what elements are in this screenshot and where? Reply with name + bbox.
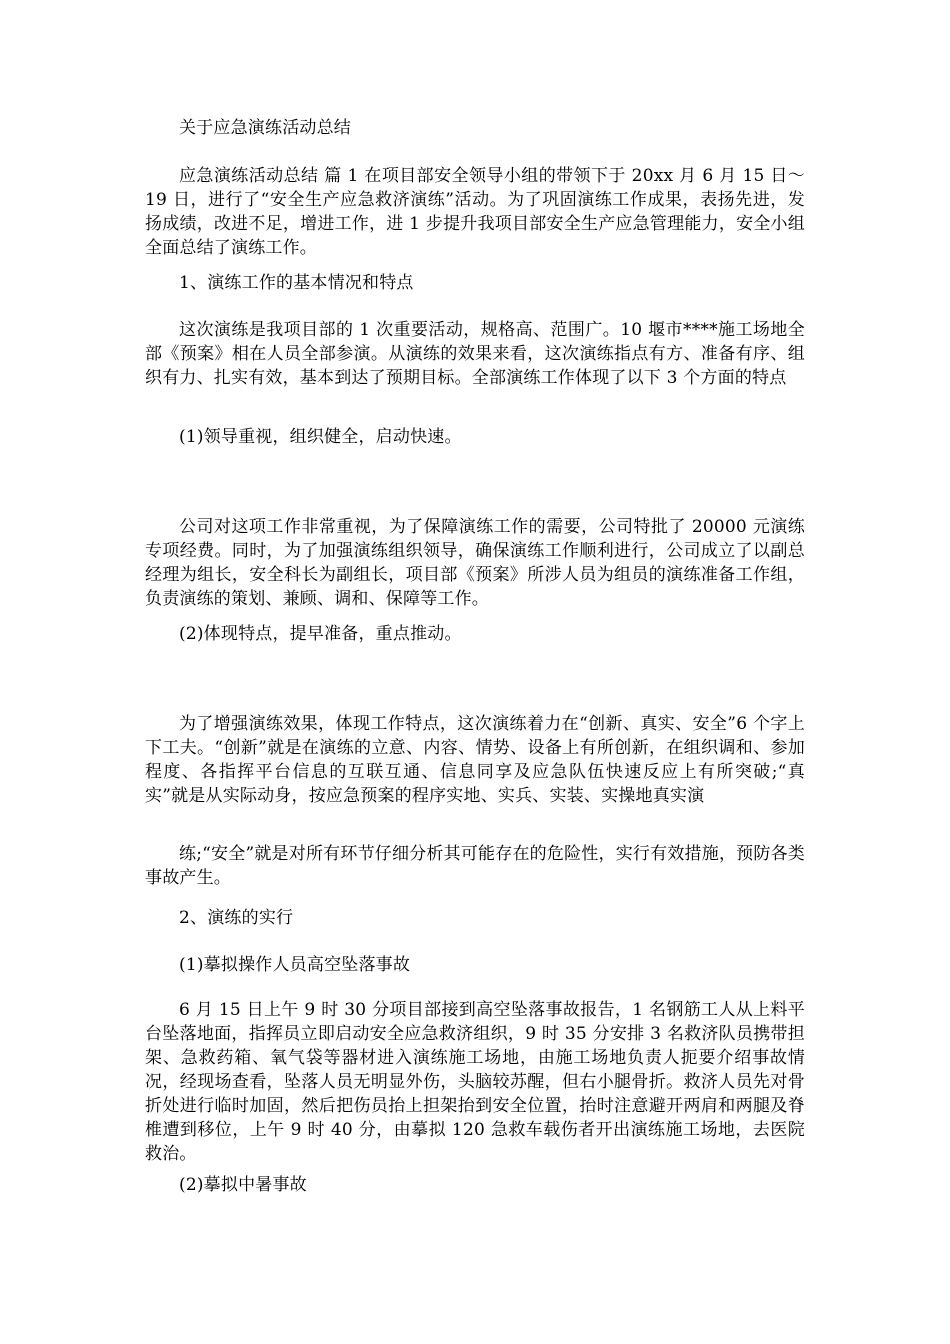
document-title: 关于应急演练活动总结 [179, 118, 351, 138]
paragraph-safety: 练;“安全”就是对所有环节仔细分析其可能存在的危险性，实行有效措施，预防各类事故产生。 [145, 844, 805, 888]
paragraph-fall-accident: 6 月 15 日上午 9 时 30 分项目部接到高空坠落事故报告，1 名钢筋工人从上料平台坠落地面，指挥员立即启动安全应急救济组织，9 时 35 分安排 3 名救济队员携带担架、急救药箱、氧气袋等器材进入演练施工场地，由施工场地负责人扼要介绍事故情况，经现场查看，坠落人员无明显外伤，头脑较苏醒，但右小腿骨折。救济人员先对骨折处进行临时加固，然后把伤员抬上担架抬到安全位置，抬时注意避开两肩和两腿及脊椎遭到移位，上午 9 时 40 分，由摹拟 120 急救车载伤者开出演练施工场地，去医院救治。 [145, 1000, 805, 1164]
section-heading-2: 2、演练的实行 [179, 908, 294, 928]
subheading-1: (1)领导重视，组织健全，启动快速。 [179, 427, 462, 447]
paragraph-intro: 应急演练活动总结 篇 1 在项目部安全领导小组的带领下于 20xx 月 6 月 15 日～19 日，进行了“安全生产应急救济演练”活动。为了巩固演练工作成果，表扬先进，发扬成绩，改进不足，增进工作，进 1 步提升我项目部安全生产应急管理能力，安全小组全面总结了演练工作。 [145, 166, 805, 258]
subheading-2: (2)体现特点，提早准备，重点推动。 [179, 624, 462, 644]
paragraph-overview: 这次演练是我项目部的 1 次重要活动，规格高、范围广。10 堰市****施工场地全部《预案》相在人员全部参演。从演练的效果来看，这次演练指点有方、准备有序、组织有力、扎实有效，基本到达了预期目标。全部演练工作体现了以下 3 个方面的特点 [145, 320, 805, 388]
section-heading-1: 1、演练工作的基本情况和特点 [179, 273, 414, 293]
subheading-fall-accident: (1)摹拟操作人员高空坠落事故 [179, 955, 411, 975]
paragraph-features: 为了增强演练效果，体现工作特点，这次演练着力在“创新、真实、安全”6 个字上下工夫。“创新”就是在演练的立意、内容、情势、设备上有所创新，在组织调和、参加程度、各指挥平台信息的互联互通、信息同享及应急队伍快速反应上有所突破;“真实”就是从实际动身，按应急预案的程序实地、实兵、实装、实操地真实演 [145, 714, 805, 806]
subheading-heatstroke: (2)摹拟中暑事故 [179, 1175, 307, 1195]
paragraph-leadership: 公司对这项工作非常重视，为了保障演练工作的需要，公司特批了 20000 元演练专项经费。同时，为了加强演练组织领导，确保演练工作顺利进行，公司成立了以副总经理为组长，安全科长为副组长，项目部《预案》所涉人员为组员的演练准备工作组，负责演练的策划、兼顾、调和、保障等工作。 [145, 517, 805, 609]
